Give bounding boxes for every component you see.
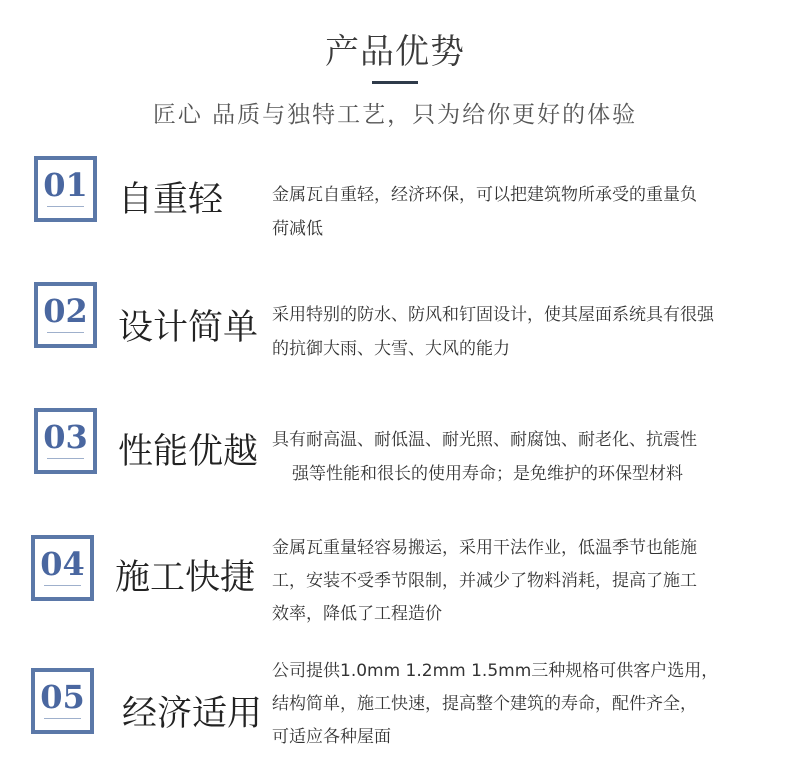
feature-number: 03	[43, 418, 88, 456]
feature-description-line: 公司提供1.0mm 1.2mm 1.5mm三种规格可供客户选用，	[272, 661, 719, 681]
feature-description-line: 可适应各种屋面	[272, 727, 391, 747]
feature-name: 施工快捷	[115, 558, 256, 598]
feature-number: 05	[40, 678, 85, 716]
badge-divider	[47, 332, 84, 333]
feature-description-line: 金属瓦重量轻容易搬运，采用干法作业，低温季节也能施	[272, 538, 697, 558]
badge-divider	[44, 718, 81, 719]
feature-description-line: 效率，降低了工程造价	[272, 604, 442, 624]
feature-description-line: 结构简单，施工快速，提高整个建筑的寿命，配件齐全，	[272, 694, 697, 714]
number-badge	[34, 156, 97, 222]
page-subtitle: 匠心 品质与独特工艺，只为给你更好的体验	[152, 102, 638, 128]
feature-name: 性能优越	[118, 432, 259, 472]
number-badge	[34, 282, 97, 348]
feature-name: 自重轻	[118, 180, 224, 220]
feature-number: 04	[40, 545, 85, 583]
feature-name: 经济适用	[122, 694, 263, 734]
feature-description-line: 金属瓦自重轻，经济环保，可以把建筑物所承受的重量负	[272, 185, 697, 205]
badge-divider	[44, 585, 81, 586]
badge-divider	[47, 206, 84, 207]
number-badge	[34, 408, 97, 474]
feature-description-line: 荷减低	[272, 219, 323, 239]
feature-description-line: 具有耐高温、耐低温、耐光照、耐腐蚀、耐老化、抗震性	[272, 430, 697, 450]
title-underline	[372, 81, 418, 84]
feature-description-line: 强等性能和很长的使用寿命；是免维护的环保型材料	[292, 464, 683, 484]
feature-number: 01	[43, 166, 88, 204]
page-title: 产品优势	[325, 32, 465, 72]
feature-number: 02	[43, 292, 88, 330]
number-badge	[31, 668, 94, 734]
feature-description-line: 采用特别的防水、防风和钉固设计，使其屋面系统具有很强	[272, 305, 714, 325]
feature-description-line: 工，安装不受季节限制，并减少了物料消耗，提高了施工	[272, 571, 697, 591]
badge-divider	[47, 458, 84, 459]
feature-description-line: 的抗御大雨、大雪、大风的能力	[272, 339, 510, 359]
number-badge	[31, 535, 94, 601]
feature-name: 设计简单	[118, 308, 259, 348]
